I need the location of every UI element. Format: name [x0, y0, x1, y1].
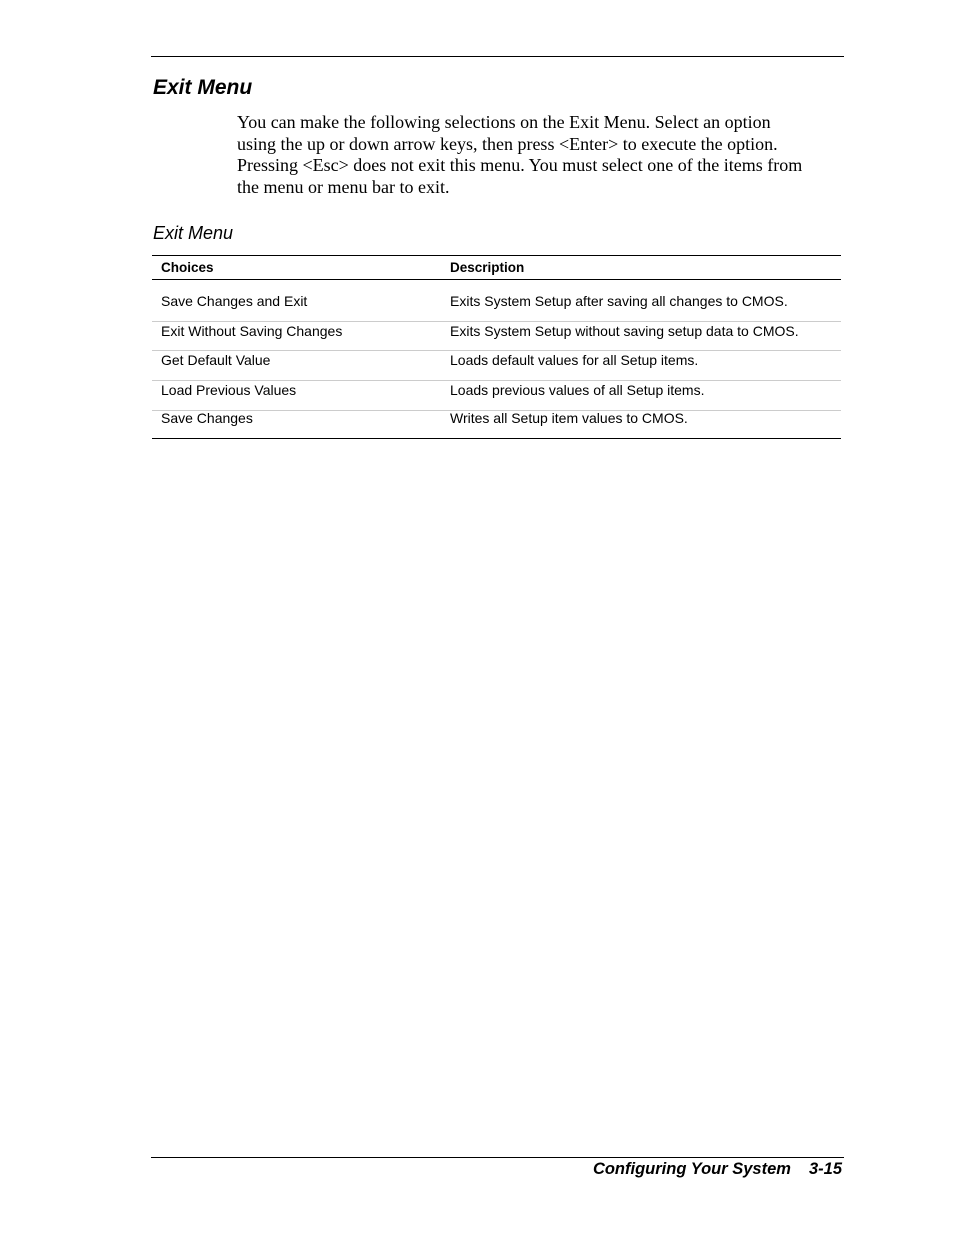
choice-cell: Save Changes and Exit: [161, 293, 308, 309]
table-bottom-rule: [152, 438, 841, 439]
description-cell: Loads previous values of all Setup items.: [450, 382, 705, 398]
table-caption: Exit Menu: [153, 223, 234, 243]
choice-cell: Exit Without Saving Changes: [161, 323, 343, 339]
page-footer: [593, 1158, 842, 1180]
column-header-choices: Choices: [161, 260, 214, 275]
intro-line: using the up or down arrow keys, then press <Enter> to execute the option.: [237, 133, 778, 154]
choice-cell: Load Previous Values: [161, 382, 297, 398]
intro-paragraph: [237, 112, 837, 198]
description-cell: Writes all Setup item values to CMOS.: [450, 410, 688, 426]
description-cell: Loads default values for all Setup items.: [450, 352, 699, 368]
choice-cell: Get Default Value: [161, 352, 271, 368]
description-cell: Exits System Setup without saving setup data to CMOS.: [450, 323, 799, 339]
footer-chapter-title: Configuring Your System: [592, 1160, 791, 1178]
page-number: 3-15: [808, 1160, 842, 1178]
column-header-description: Description: [450, 260, 525, 275]
description-cell: Exits System Setup after saving all changes to CMOS.: [450, 293, 788, 309]
intro-line: the menu or menu bar to exit.: [237, 176, 450, 197]
table-top-rule: [152, 255, 841, 256]
intro-line: Pressing <Esc> does not exit this menu. You must select one of the items from: [237, 155, 803, 176]
table-header-rule: [152, 279, 841, 280]
header-rule: [151, 56, 844, 57]
choice-cell: Save Changes: [161, 410, 253, 426]
section-heading: Exit Menu: [153, 76, 253, 99]
intro-line: You can make the following selections on the Exit Menu. Select an option: [237, 112, 771, 132]
